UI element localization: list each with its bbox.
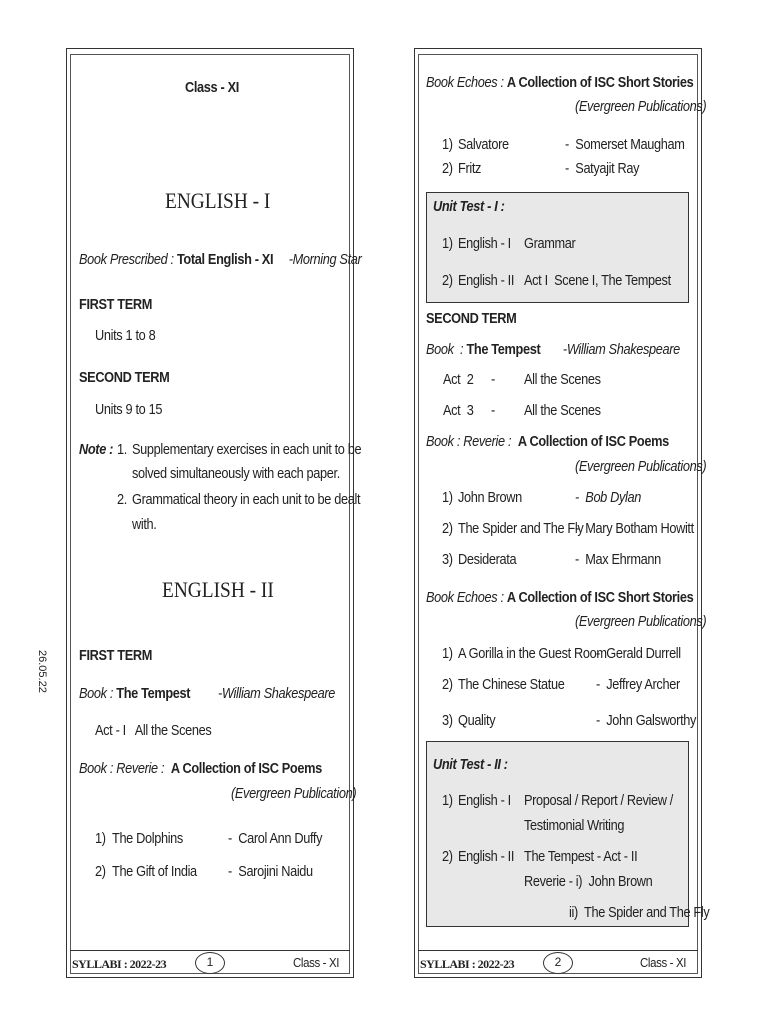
echoes-2-label: Book Echoes : [426,590,504,606]
english-2-first-term-label: FIRST TERM [79,648,153,664]
ut1-row-1-content: Grammar [524,236,576,252]
tempest-title: The Tempest [116,686,191,702]
p2-poem-2-title: The Spider and The Fly [458,521,584,537]
note-2-number: 2. [117,492,127,508]
ut2-row-1-line-2: Testimonial Writing [524,818,625,834]
note-1-line-2: solved simultaneously with each paper. [132,466,340,482]
story-2-number: 2) [442,161,453,177]
first-term-units: Units 1 to 8 [95,328,156,344]
act-2-label: Act 2 [443,372,474,388]
p2-story-3-author: - John Galsworthy [596,713,697,729]
p2-poem-3-title: Desiderata [458,552,517,568]
story-2-title: Fritz [458,161,482,177]
ut2-row-2-line-3: ii) The Spider and The Fly [569,905,710,921]
echoes-1-title: A Collection of ISC Short Stories [506,75,694,91]
ut2-row-1-line-1: Proposal / Report / Review / [524,793,674,809]
unit-test-1-title: Unit Test - I : [433,199,505,215]
poem-2-number: 2) [95,864,106,880]
p2-story-1-author: - Gerald Durrell [596,646,681,662]
page-2-footer-class: Class - XI [640,955,687,970]
reverie-publisher: (Evergreen Publication) [231,786,357,802]
note-2-line-2: with. [132,517,157,533]
p2-story-3-title: Quality [458,713,496,729]
reverie-label: Book : Reverie : [79,761,165,777]
note-label: Note : [79,442,114,458]
ut2-row-2-line-1: The Tempest - Act - II [524,849,638,865]
p2-second-term-label: SECOND TERM [426,311,517,327]
p2-story-2-title: The Chinese Statue [458,677,565,693]
poem-1-author: - Carol Ann Duffy [228,831,323,847]
echoes-1-book-line [426,75,693,91]
p2-poem-3-number: 3) [442,552,453,568]
act-1-line: Act - I All the Scenes [95,723,212,739]
p2-reverie-label: Book : Reverie : [426,434,512,450]
note-2-line-1: Grammatical theory in each unit to be dealt [132,492,361,508]
ut1-row-1-paper: English - I [458,236,511,252]
p2-tempest-title: The Tempest [466,342,541,358]
p2-tempest-author: -William Shakespeare [562,342,680,358]
poem-2-title: The Gift of India [112,864,197,880]
poem-1-number: 1) [95,831,106,847]
echoes-2-publisher: (Evergreen Publications) [575,614,707,630]
p2-poem-2-author: - Mary Botham Howitt [575,521,694,537]
reverie-title: A Collection of ISC Poems [170,761,322,777]
page-2-footer-rule [418,950,698,951]
poem-1-title: The Dolphins [112,831,183,847]
page-1-footer-class: Class - XI [293,955,340,970]
page-1-footer-rule [70,950,350,951]
echoes-1-publisher: (Evergreen Publications) [575,99,707,115]
p2-story-2-number: 2) [442,677,453,693]
p2-poem-2-number: 2) [442,521,453,537]
unit-test-2-title: Unit Test - II : [433,757,508,773]
ut2-row-2-paper: English - II [458,849,515,865]
ut2-row-2-line-2: Reverie - i) John Brown [524,874,653,890]
p2-story-2-author: - Jeffrey Archer [596,677,680,693]
note-1-line-1: Supplementary exercises in each unit to be [132,442,362,458]
story-1-title: Salvatore [458,137,509,153]
page-2-number-badge: 2 [543,952,573,974]
ut1-row-2-number: 2) [442,273,453,289]
p2-poem-1-author: - Bob Dylan [575,490,641,506]
p2-poem-3-author: - Max Ehrmann [575,552,661,568]
ut2-row-1-paper: English - I [458,793,511,809]
first-term-label: FIRST TERM [79,297,153,313]
act-3-label: Act 3 [443,403,474,419]
p2-story-1-number: 1) [442,646,453,662]
note-1-number: 1. [117,442,127,458]
tempest-book-line [79,686,335,702]
p2-poem-1-number: 1) [442,490,453,506]
p2-story-1-title: A Gorilla in the Guest Room [458,646,607,662]
book-prescribed-label: Book Prescribed : [79,252,174,268]
page-1-footer-syllabi: SYLLABI : 2022-23 [72,957,167,971]
ut2-row-2-number: 2) [442,849,453,865]
reverie-book-line [79,761,322,777]
side-date-stamp: 26.05.22 [36,650,48,693]
ut1-row-2-paper: English - II [458,273,515,289]
echoes-2-title: A Collection of ISC Short Stories [506,590,694,606]
book-prescribed-line [79,252,361,268]
ut2-row-1-number: 1) [442,793,453,809]
ut1-row-1-number: 1) [442,236,453,252]
story-1-number: 1) [442,137,453,153]
p2-story-3-number: 3) [442,713,453,729]
book-prescribed-title: Total English - XI [176,252,274,268]
book-prescribed-publisher: -Morning Star [288,252,362,268]
p2-tempest-label: Book : [426,342,464,358]
p2-reverie-book-line [426,434,669,450]
ut1-row-2-content: Act I Scene I, The Tempest [524,273,671,289]
page-2-footer-syllabi: SYLLABI : 2022-23 [420,957,515,971]
p2-tempest-book-line [426,342,680,358]
tempest-author: -William Shakespeare [218,686,335,702]
story-1-author: - Somerset Maugham [565,137,685,153]
poem-2-author: - Sarojini Naidu [228,864,313,880]
echoes-1-label: Book Echoes : [426,75,504,91]
p2-reverie-publisher: (Evergreen Publications) [575,459,707,475]
english-1-heading: ENGLISH - I [165,188,271,213]
class-title: Class - XI [185,80,239,96]
act-3-dash: - [491,403,495,419]
p2-reverie-title: A Collection of ISC Poems [517,434,669,450]
echoes-2-book-line [426,590,693,606]
tempest-book-label: Book : [79,686,114,702]
page-1-number-badge: 1 [195,952,225,974]
story-2-author: - Satyajit Ray [565,161,640,177]
english-2-heading: ENGLISH - II [162,577,274,602]
act-2-scenes: All the Scenes [524,372,601,388]
second-term-label: SECOND TERM [79,370,170,386]
act-3-scenes: All the Scenes [524,403,601,419]
second-term-units: Units 9 to 15 [95,402,163,418]
p2-poem-1-title: John Brown [458,490,522,506]
act-2-dash: - [491,372,495,388]
